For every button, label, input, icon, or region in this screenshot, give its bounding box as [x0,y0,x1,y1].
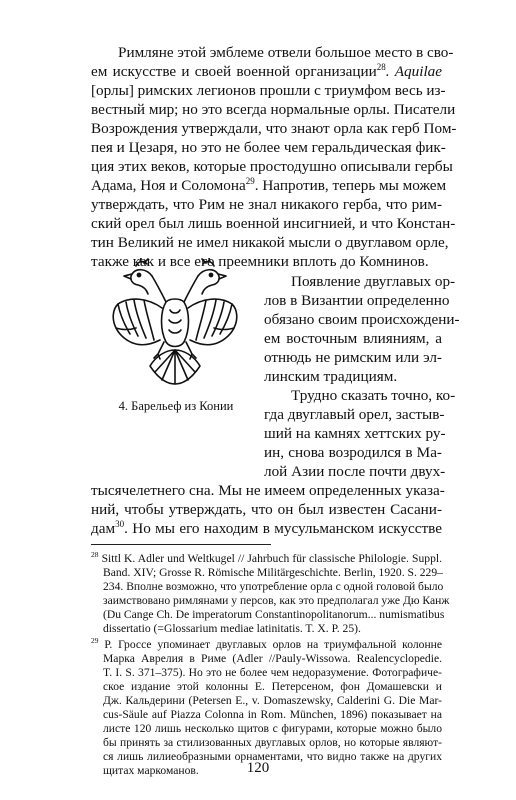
text-line: Римляне этой эмблеме отвели большое место в сво- [118,44,454,61]
text-line: Появление двуглавых ор- [291,273,456,290]
footnote-ref[interactable]: 28 [376,61,386,72]
footnote-line: ся лишь лилиеобразными орнаментами, что видно также на других [103,750,442,763]
footnote-line: ское издание этой колонны Е. Петерсеном, фон Домашевски и [103,680,442,693]
text-line: лой Азии после почти двух- [264,463,446,480]
text-line: обязано своим происхождени- [264,311,460,328]
footnote-line: $^{28}$ Sittl K. Adler und Weltkugel // Jahrbuch für classische Philologie. Suppl. [91,550,442,565]
footnote-line: 234. Вполне возможно, что употребление орла с одной головой было [103,580,444,593]
footnote-line: щитах маркоманов. [103,764,199,777]
footnote-line: T. I. S. 371–375). Но это не более чем недоразумение. Фотографиче- [103,666,442,679]
figure-caption: 4. Барельеф из Конии [118,399,234,413]
double-headed-eagle-icon [100,258,250,396]
text-line: ший на камнях хеттских ру- [264,425,446,442]
footnote-line: Band. XIV; Grosse R. Römische Militärgeschichte. Berlin, 1920. S. 229– [103,566,443,579]
text-line: ин, снова возродился в Ма- [264,444,442,461]
footnote-line: cus-Säule auf Piazza Colonna in Rom. München, 1896) показывает на [103,708,442,721]
text-line: Адама, Ноя и Соломона$^{29}$. Напротив, теперь мы можем [91,175,447,194]
footnote-line: dissertatio (=Glossarium mediae latinitatis. T. X. P. 25). [103,622,361,635]
text-line: ция этих веков, которые простодушно описывали гербы [91,158,453,175]
text-line: [орлы] римских легионов прошли с триумфом весь из- [91,82,446,99]
text-line: ем искусстве и своей военной организации$^{28}$. Aquilae [91,61,442,80]
text-line: Трудно сказать точно, ко- [291,387,456,404]
footnote-line: $^{29}$ Р. Гроссе упоминает двуглавых орлов на триумфальной колонне [91,636,442,651]
text-line: дам$^{30}$. Но мы его находим в мусульманском искусстве [91,518,442,537]
footnote-mark: 28 [91,550,99,560]
footnote-line: бы принять за стилизованных двуглавых орлов, но которые являют- [103,736,442,749]
text-line: линским традициям. [264,368,398,385]
text-line: Возрождения утверждали, что знают орла как герб Пом- [91,120,457,137]
text-line: утверждать, что Рим не знал никакого герба, что рим- [91,196,442,213]
text-line: ский орел был лишь военной инсигнией, и что Констан- [91,215,456,232]
footnote-line: (Du Cange Ch. De imperatorum Constantinopolitanorum... numismatibus [103,608,445,621]
text-line: пея и Цезаря, но это не более чем геральдическая фик- [91,139,446,156]
footnote-line: Марка Аврелия в Риме (Adler //Pauly-Wissowa. Realencyclopedie. [103,652,442,665]
footnote-line: Дж. Кальдерини (Petersen E., v. Domaszewsky, Calderini G. Die Mar- [103,694,442,707]
text-line: лов в Византии определенно [264,292,450,309]
footnote-line: листе 120 лишь несколько щитов с фигурами, которые можно было [103,722,442,735]
text-line: тысячелетнего сна. Мы не имеем определенных указа- [91,482,445,499]
text-line: вестный мир; но это всегда нормальные орлы. Писатели [91,101,456,118]
footnote-ref[interactable]: 29 [245,175,255,186]
text-line: также как и все его преемники вплоть до Комнинов. [91,253,429,270]
footnote-line: заимствовано римлянами у персов, как это предполагал уже Дю Канж [103,594,450,607]
text-line: тин Великий не имел никакой мысли о двуглавом орле, [91,234,449,251]
footnote-mark: 29 [91,636,99,646]
text-line: ний, чтобы утверждать, что он был известен Сасани- [91,501,442,518]
text-line: гда двуглавый орел, застыв- [264,406,445,423]
footnote-divider [91,544,271,545]
text-line: отнюдь не римским или эл- [264,349,442,366]
text-line: ем восточным влияниям, а [264,330,442,347]
footnote-ref[interactable]: 30 [115,518,125,529]
page-number: 120 [246,760,270,776]
